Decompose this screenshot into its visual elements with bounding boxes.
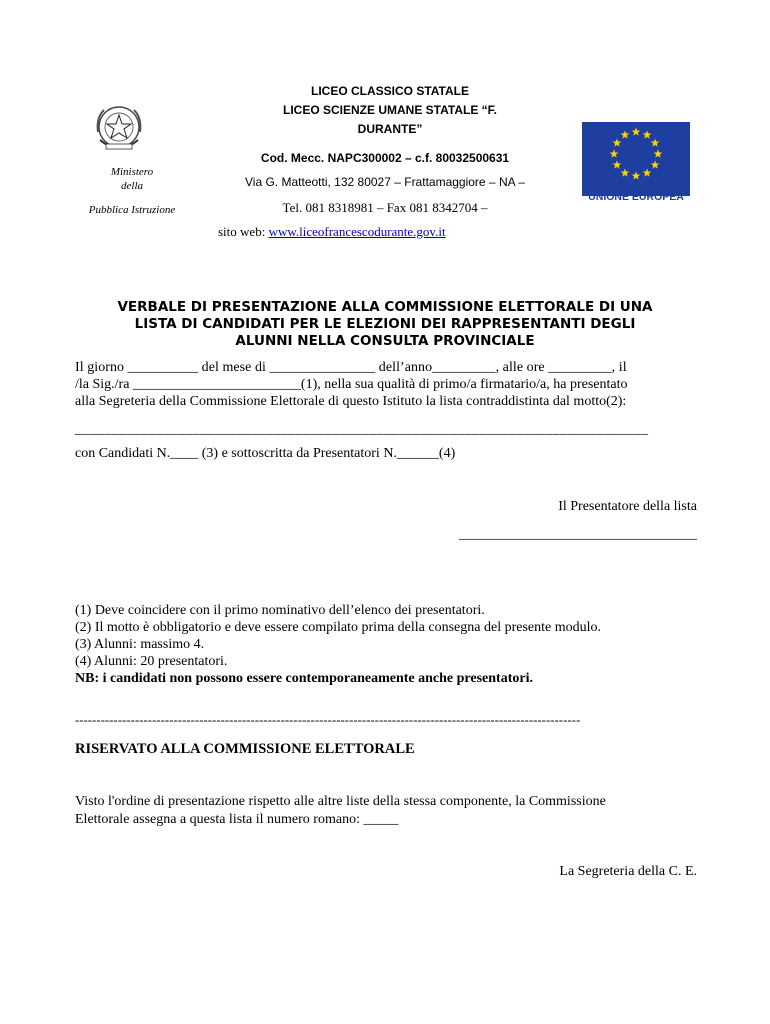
school-address: Via G. Matteotti, 132 80027 – Frattamaggiore – NA – xyxy=(245,175,525,189)
website-link[interactable]: www.liceofrancescodurante.gov.it xyxy=(268,224,446,239)
document-title-line-1: VERBALE DI PRESENTAZIONE ALLA COMMISSIONE ELETTORALE DI UNA xyxy=(117,299,653,315)
ministry-line-3: Pubblica Istruzione xyxy=(88,204,176,216)
school-website xyxy=(218,224,446,240)
eu-flag-icon xyxy=(582,122,690,196)
document-title-line-3: ALUNNI NELLA CONSULTA PROVINCIALE xyxy=(235,333,535,349)
ministry-line-1: Ministero xyxy=(110,166,154,178)
note-4: (4) Alunni: 20 presentatori. xyxy=(75,654,228,669)
italian-republic-emblem-icon xyxy=(92,100,146,158)
presenter-signature-label: Il Presentatore della lista xyxy=(558,499,697,514)
form-motto-field: ______________________________________________________________________________ xyxy=(75,422,649,437)
form-line-motto: alla Segreteria della Commissione Elettorale di questo Istituto la lista contraddistinta dal motto(2): xyxy=(75,394,627,409)
section-separator: ---------------------------------------------------------------------------------------------------------------------- xyxy=(75,713,581,727)
school-name-line-1: LICEO CLASSICO STATALE xyxy=(311,84,469,98)
school-phone: Tel. 081 8318981 – Fax 081 8342704 – xyxy=(282,200,488,215)
ministry-line-2: della xyxy=(121,180,143,192)
note-3: (3) Alunni: massimo 4. xyxy=(75,637,205,652)
eu-label: UNIONE EUROPEA xyxy=(588,191,684,203)
presenter-signature-line: __________________________________ xyxy=(459,527,697,542)
reserved-text-line-2: Elettorale assegna a questa lista il numero romano: _____ xyxy=(75,812,399,827)
note-1: (1) Deve coincidere con il primo nominativo dell’elenco dei presentatori. xyxy=(75,603,485,618)
school-name-line-3: DURANTE” xyxy=(357,122,423,136)
form-line-candidates: con Candidati N.____ (3) e sottoscritta da Presentatori N.______(4) xyxy=(75,446,456,461)
secretary-signature: La Segreteria della C. E. xyxy=(559,864,697,879)
document-title-line-2: LISTA DI CANDIDATI PER LE ELEZIONI DEI RAPPRESENTANTI DEGLI xyxy=(134,316,636,332)
school-name-line-2: LICEO SCIENZE UMANE STATALE “F. xyxy=(282,103,497,117)
note-2: (2) Il motto è obbligatorio e deve essere compilato prima della consegna del presente modulo. xyxy=(75,620,601,635)
form-line-signatory: /la Sig./ra ________________________(1), nella sua qualità di primo/a firmatario/a, ha presentato xyxy=(75,377,628,392)
form-line-date: Il giorno __________ del mese di _______________ dell’anno_________, alle ore _________, il xyxy=(75,360,627,375)
reserved-text-line-1: Visto l'ordine di presentazione rispetto alle altre liste della stessa componente, la Commissione xyxy=(75,794,606,809)
website-prefix: sito web: xyxy=(218,224,269,239)
school-codes: Cod. Mecc. NAPC300002 – c.f. 80032500631 xyxy=(260,151,510,165)
reserved-title: RISERVATO ALLA COMMISSIONE ELETTORALE xyxy=(75,741,415,757)
nb-note: NB: i candidati non possono essere contemporaneamente anche presentatori. xyxy=(75,671,533,686)
